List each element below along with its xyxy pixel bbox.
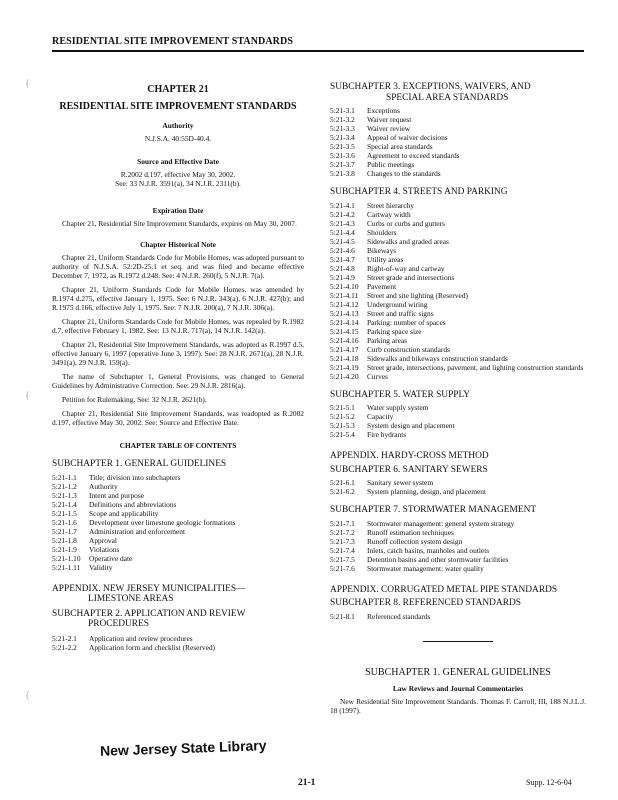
history-paragraph: Petition for Rulemaking. See: 32 N.J.R. 2621(b). — [62, 395, 207, 404]
toc-section-title: Intent and purpose — [89, 490, 145, 500]
toc-section-title: Shoulders — [367, 227, 397, 237]
toc-section-number: 5:21-4.1 — [330, 200, 355, 210]
toc-entry — [330, 528, 586, 537]
toc-section-title: Definitions and abbreviations — [89, 499, 177, 509]
toc-section-title: Street grade and intersections — [367, 272, 455, 282]
toc-section-title: Changes to the standards — [367, 169, 441, 178]
toc-section-title: Title; division into subchapters — [89, 472, 181, 482]
toc-section-number: 5:21-4.4 — [330, 227, 355, 237]
toc-section-number: 5:21-4.7 — [330, 254, 355, 264]
toc-section-number: 5:21-3.8 — [330, 169, 355, 178]
toc-section-title: Operative date — [89, 553, 133, 563]
subchapter-4-title: SUBCHAPTER 4. STREETS AND PARKING — [330, 187, 508, 197]
toc-section-number: 5:21-4.18 — [330, 353, 359, 363]
toc-section-number: 5:21-4.11 — [330, 290, 359, 300]
toc-section-number: 5:21-1.8 — [52, 535, 77, 545]
toc-section-number: 5:21-1.7 — [52, 526, 77, 536]
toc-section-title: Water supply system — [367, 403, 429, 412]
subchapter-8-list — [330, 612, 586, 621]
toc-entry — [330, 246, 586, 255]
appendix-pipe-title: APPENDIX. CORRUGATED METAL PIPE STANDARDS — [330, 584, 558, 595]
history-paragraph: Chapter 21, Uniform Standards Code for Mobile Homes, was adopted pursuant to authority of N.J.S.A. 52:2D-25.1 et seq. and was filed and became effective December 7, 1972, as R.1972 d.248. See: 4 N.J.R. 260(f), 5 N.J.R. 7(a). — [52, 253, 304, 280]
toc-entry — [52, 527, 304, 536]
toc-section-number: 5:21-5.3 — [330, 421, 355, 430]
toc-section-title: Agreement to exceed standards — [367, 151, 460, 160]
toc-section-title: Appeal of waiver decisions — [367, 133, 448, 142]
chapter-number: CHAPTER 21 — [147, 84, 209, 95]
toc-section-number: 5:21-7.2 — [330, 527, 355, 537]
page-number: 21-1 — [298, 778, 316, 788]
subchapter-2-line: PROCEDURES — [88, 619, 149, 629]
subchapter-7-title: SUBCHAPTER 7. STORMWATER MANAGEMENT — [330, 505, 537, 515]
toc-section-title: Street and site lighting (Reserved) — [367, 290, 468, 300]
toc-section-number: 5:21-6.2 — [330, 487, 355, 496]
margin-bracket-mark: ( — [26, 78, 30, 89]
toc-section-title: Administration and enforcement — [89, 526, 186, 536]
history-paragraph: Chapter 21, Uniform Standards Code for Mobile Homes, was repealed by R.1982 d.7, effective February 1, 1982. See: 13 N.J.R. 717(a), 14 N.J.R. 142(a). — [52, 317, 304, 335]
section-divider — [423, 641, 493, 642]
toc-entry — [330, 327, 586, 336]
toc-section-title: Public meetings — [367, 160, 415, 169]
toc-section-title: Approval — [89, 535, 117, 545]
source-line: See: 33 N.J.R. 3591(a), 34 N.J.R. 2311(b). — [115, 179, 241, 188]
toc-entry — [330, 160, 586, 169]
toc-section-number: 5:21-1.9 — [52, 544, 77, 554]
appendix-hardy-title: APPENDIX. HARDY-CROSS METHOD — [330, 451, 489, 461]
toc-entry — [52, 482, 304, 491]
toc-section-number: 5:21-7.3 — [330, 536, 355, 546]
subchapter-3-line: SPECIAL AREA STANDARDS — [386, 92, 509, 103]
toc-section-number: 5:21-4.16 — [330, 335, 359, 345]
toc-entry — [330, 309, 586, 318]
appendix-nj-title — [52, 584, 304, 605]
toc-entry — [330, 142, 586, 151]
body-subchapter-1-title: SUBCHAPTER 1. GENERAL GUIDELINES — [365, 666, 551, 678]
toc-entry — [330, 106, 586, 115]
supplement-date: Supp. 12-6-04 — [526, 778, 572, 787]
subchapter-6-list — [330, 478, 586, 496]
toc-section-number: 5:21-1.5 — [52, 508, 77, 518]
toc-section-title: Application form and checklist (Reserved) — [89, 642, 216, 652]
toc-entry — [330, 403, 586, 412]
toc-section-title: Special area standards — [367, 142, 433, 151]
appendix-nj-line: LIMESTONE AREAS — [88, 594, 174, 604]
toc-entry — [330, 519, 586, 528]
toc-entry — [330, 291, 586, 300]
toc-entry — [52, 545, 304, 554]
toc-section-title: Parking space size — [367, 326, 422, 336]
toc-entry — [330, 282, 586, 291]
law-reviews-heading: Law Reviews and Journal Commentaries — [392, 684, 524, 693]
subchapter-2-list — [52, 634, 304, 652]
appendix-nj-line: APPENDIX. NEW JERSEY MUNICIPALITIES— — [52, 583, 246, 594]
library-stamp: New Jersey State Library — [99, 737, 267, 759]
toc-section-number: 5:21-5.1 — [330, 403, 355, 412]
toc-section-number: 5:21-8.1 — [330, 611, 355, 621]
toc-section-number: 5:21-3.2 — [330, 115, 355, 124]
subchapter-3-line: SUBCHAPTER 3. EXCEPTIONS, WAIVERS, AND — [330, 82, 531, 92]
subchapter-5-list — [330, 403, 586, 439]
toc-section-number: 5:21-4.17 — [330, 344, 359, 354]
toc-entry — [330, 537, 586, 546]
toc-entry — [330, 478, 586, 487]
toc-entry — [330, 421, 586, 430]
toc-heading: CHAPTER TABLE OF CONTENTS — [119, 441, 237, 450]
toc-section-title: Waiver review — [367, 124, 411, 133]
toc-entry — [330, 412, 586, 421]
toc-entry — [330, 487, 586, 496]
toc-entry — [52, 473, 304, 482]
toc-section-number: 5:21-1.1 — [52, 472, 77, 482]
toc-section-title: Runoff collection system design — [367, 536, 463, 546]
history-paragraph: Chapter 21, Uniform Standards Code for Mobile Homes, was amended by R.1974 d.275, effective January 1, 1975. See: 6 N.J.R. 343(a), 6 N.J.R. 427(b); and R.1975 d.166, effective July 1, 1975. See: 7 N.J.R. 200(a), 7 N.J.R. 306(a). — [52, 285, 304, 312]
source-heading: Source and Effective Date — [137, 157, 219, 166]
toc-entry — [52, 509, 304, 518]
toc-section-title: Violations — [89, 544, 120, 554]
toc-section-number: 5:21-1.10 — [52, 553, 81, 563]
toc-entry — [330, 255, 586, 264]
margin-bracket-mark: ( — [26, 390, 30, 401]
toc-section-number: 5:21-4.10 — [330, 281, 359, 291]
subchapter-7-list — [330, 519, 586, 573]
toc-section-number: 5:21-7.4 — [330, 545, 355, 555]
history-heading: Chapter Historical Note — [140, 240, 216, 249]
toc-section-title: Curves — [367, 371, 388, 381]
toc-entry — [330, 210, 586, 219]
toc-section-number: 5:21-1.4 — [52, 499, 77, 509]
toc-section-number: 5:21-2.2 — [52, 642, 77, 652]
toc-section-title: Street grade, intersections, pavement, and lighting construction standards — [367, 362, 584, 372]
toc-section-number: 5:21-4.8 — [330, 263, 355, 273]
subchapter-3-list — [330, 106, 586, 178]
toc-section-title: Scope and applicability — [89, 508, 159, 518]
left-column — [52, 82, 304, 652]
toc-section-title: Runoff estimation techniques — [367, 527, 454, 537]
toc-section-title: System design and placement — [367, 421, 455, 430]
history-paragraph: The name of Subchapter 1, General Provisions, was changed to General Guidelines by Administrative Correction. See: 29 N.J.R. 2816(a). — [52, 372, 304, 390]
toc-section-title: Validity — [89, 562, 113, 572]
toc-entry — [330, 372, 586, 381]
right-column — [330, 82, 586, 720]
margin-bracket-mark: ( — [26, 690, 30, 701]
toc-section-number: 5:21-3.3 — [330, 124, 355, 133]
toc-section-title: Detention basins and other stormwater facilities — [367, 554, 509, 564]
running-header: RESIDENTIAL SITE IMPROVEMENT STANDARDS — [52, 36, 293, 47]
toc-section-title: Fire hydrants — [367, 430, 407, 439]
toc-entry — [330, 345, 586, 354]
subchapter-3-title — [330, 82, 586, 103]
toc-section-title: Utility areas — [367, 254, 404, 264]
toc-section-title: Referenced standards — [367, 611, 431, 621]
toc-section-number: 5:21-3.1 — [330, 106, 355, 115]
subchapter-1-list — [52, 473, 304, 572]
header-rule — [52, 50, 584, 52]
toc-section-title: Curb construction standards — [367, 344, 450, 354]
authority-heading: Authority — [162, 121, 194, 130]
toc-entry — [52, 518, 304, 527]
toc-section-title: Right-of-way and cartway — [367, 263, 445, 273]
toc-entry — [52, 554, 304, 563]
toc-section-title: Street hierarchy — [367, 200, 414, 210]
toc-entry — [330, 564, 586, 573]
history-paragraph: Chapter 21, Residential Site Improvement Standards, was readopted as R.2002 d.197, effective May 30, 2002. See: Source and Effective Date. — [52, 409, 304, 427]
subchapter-2-title — [52, 609, 304, 630]
toc-section-number: 5:21-4.14 — [330, 317, 359, 327]
toc-entry — [330, 264, 586, 273]
toc-entry — [330, 354, 586, 363]
toc-entry — [330, 124, 586, 133]
toc-entry — [330, 115, 586, 124]
toc-entry — [330, 300, 586, 309]
toc-section-number: 5:21-4.15 — [330, 326, 359, 336]
toc-entry — [330, 169, 586, 178]
toc-section-title: Authority — [89, 481, 118, 491]
toc-section-title: Street and traffic signs — [367, 308, 434, 318]
toc-section-number: 5:21-5.2 — [330, 412, 355, 421]
toc-section-title: Stormwater management: general system strategy — [367, 518, 515, 528]
toc-section-title: Application and review procedures — [89, 633, 193, 643]
toc-section-title: Parking: number of spaces — [367, 317, 446, 327]
toc-section-title: Stormwater management: water quality — [367, 563, 484, 573]
toc-section-number: 5:21-3.6 — [330, 151, 355, 160]
toc-entry — [330, 430, 586, 439]
toc-section-title: Sidewalks and graded areas — [367, 236, 449, 246]
toc-section-number: 5:21-7.1 — [330, 518, 355, 528]
toc-section-title: Parking areas — [367, 335, 408, 345]
toc-section-number: 5:21-4.20 — [330, 371, 359, 381]
toc-section-title: Bikeways — [367, 245, 397, 255]
history-paragraph: Chapter 21, Residential Site Improvement Standards, was adopted as R.1997 d.5, effective January 6, 1997 (operative June 3, 1997). See: 28 N.J.R. 2671(a), 28 N.J.R. 3491(a), 29 N.J.R. 159(a). — [52, 340, 304, 367]
toc-section-number: 5:21-4.3 — [330, 218, 355, 228]
toc-entry — [330, 612, 586, 621]
toc-entry — [330, 555, 586, 564]
toc-section-title: Exceptions — [367, 106, 400, 115]
toc-section-number: 5:21-4.5 — [330, 236, 355, 246]
toc-section-number: 5:21-1.11 — [52, 562, 81, 572]
toc-entry — [52, 634, 304, 643]
toc-entry — [330, 363, 586, 372]
toc-section-number: 5:21-4.19 — [330, 362, 359, 372]
toc-section-title: Cartway width — [367, 209, 411, 219]
toc-section-number: 5:21-4.6 — [330, 245, 355, 255]
toc-section-number: 5:21-1.2 — [52, 481, 77, 491]
toc-section-number: 5:21-4.2 — [330, 209, 355, 219]
toc-entry — [52, 563, 304, 572]
chapter-title: RESIDENTIAL SITE IMPROVEMENT STANDARDS — [59, 101, 297, 112]
toc-section-title: Sanitary sewer system — [367, 478, 434, 487]
subchapter-4-list — [330, 201, 586, 381]
toc-section-title: Sidewalks and bikeways construction standards — [367, 353, 508, 363]
subchapter-8-title: SUBCHAPTER 8. REFERENCED STANDARDS — [330, 598, 521, 608]
toc-section-number: 5:21-3.7 — [330, 160, 355, 169]
toc-entry — [330, 273, 586, 282]
toc-section-number: 5:21-7.6 — [330, 563, 355, 573]
toc-section-title: Curbs or curbs and gutters — [367, 218, 445, 228]
toc-entry — [52, 643, 304, 652]
toc-section-number: 5:21-3.5 — [330, 142, 355, 151]
toc-section-number: 5:21-4.13 — [330, 308, 359, 318]
toc-section-title: Capacity — [367, 412, 394, 421]
toc-section-number: 5:21-3.4 — [330, 133, 355, 142]
toc-section-number: 5:21-7.5 — [330, 554, 355, 564]
law-reviews-text: New Residential Site Improvement Standards. Thomas F. Carroll, III, 188 N.J.L.J. 18 (1997). — [330, 697, 586, 715]
subchapter-5-title: SUBCHAPTER 5. WATER SUPPLY — [330, 389, 471, 400]
toc-entry — [330, 133, 586, 142]
toc-entry — [52, 536, 304, 545]
toc-section-number: 5:21-4.9 — [330, 272, 355, 282]
toc-section-number: 5:21-2.1 — [52, 633, 77, 643]
subchapter-1-title: SUBCHAPTER 1. GENERAL GUIDELINES — [52, 459, 227, 469]
toc-section-title: System planning, design, and placement — [367, 487, 487, 496]
toc-entry — [330, 318, 586, 327]
subchapter-6-title: SUBCHAPTER 6. SANITARY SEWERS — [330, 464, 488, 475]
toc-section-number: 5:21-4.12 — [330, 299, 359, 309]
source-line: R.2002 d.197, effective May 30, 2002. — [120, 170, 236, 179]
toc-section-title: Underground wiring — [367, 299, 428, 309]
toc-entry — [330, 546, 586, 555]
toc-section-number: 5:21-1.6 — [52, 517, 77, 527]
toc-entry — [330, 201, 586, 210]
toc-section-title: Inlets, catch basins, manholes and outlets — [367, 545, 490, 555]
toc-section-number: 5:21-1.3 — [52, 490, 77, 500]
authority-text: N.J.S.A. 40:55D-40.4. — [144, 134, 212, 143]
toc-entry — [330, 219, 586, 228]
toc-section-title: Waiver request — [367, 115, 412, 124]
toc-entry — [52, 500, 304, 509]
toc-entry — [330, 151, 586, 160]
toc-section-number: 5:21-6.1 — [330, 478, 355, 487]
toc-entry — [52, 491, 304, 500]
toc-section-title: Development over limestone geologic formations — [89, 517, 236, 527]
toc-entry — [330, 228, 586, 237]
toc-entry — [330, 237, 586, 246]
toc-section-title: Pavement — [367, 281, 397, 291]
toc-entry — [330, 336, 586, 345]
expiration-text: Chapter 21, Residential Site Improvement Standards, expires on May 30, 2007. — [62, 219, 297, 228]
toc-section-number: 5:21-5.4 — [330, 430, 355, 439]
subchapter-2-line: SUBCHAPTER 2. APPLICATION AND REVIEW — [52, 608, 246, 619]
expiration-heading: Expiration Date — [152, 206, 204, 215]
